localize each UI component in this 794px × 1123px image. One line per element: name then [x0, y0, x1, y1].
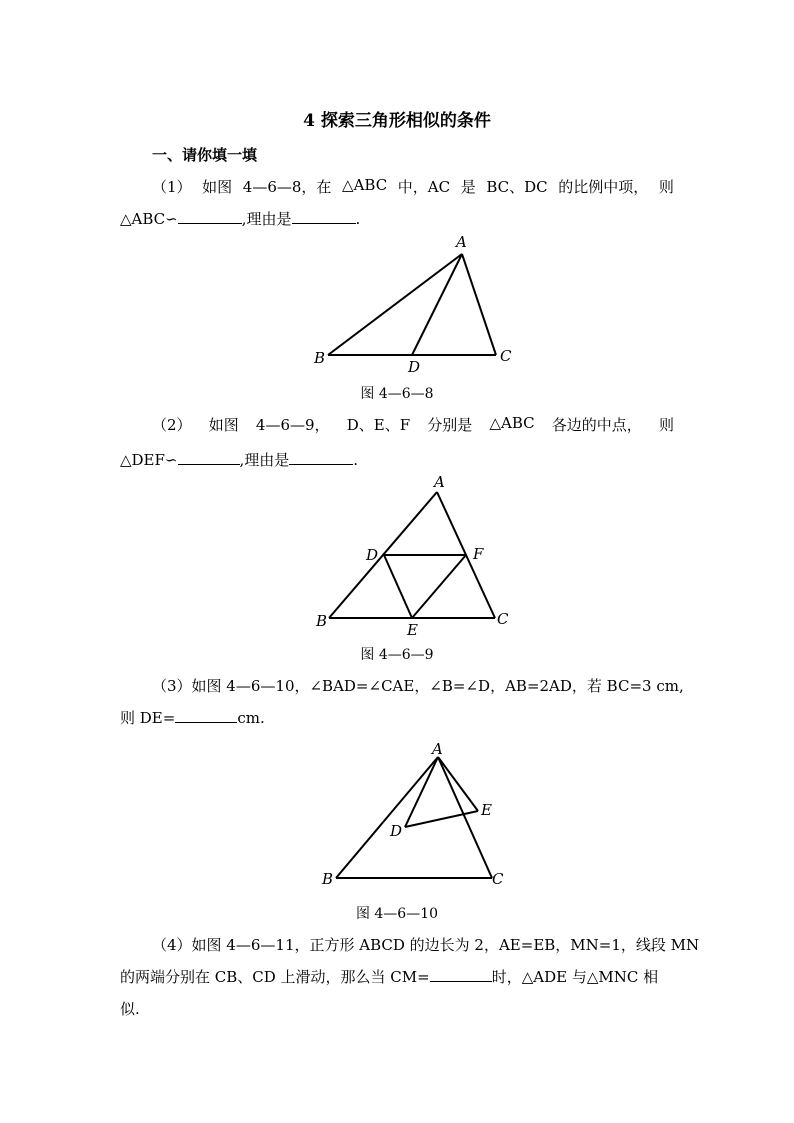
label-e: E [481, 801, 492, 819]
segment-ac [462, 254, 496, 355]
q1-text: 4—6—8，在 [242, 178, 332, 196]
segment-ad [412, 254, 462, 355]
q2-text: D、E、F [346, 416, 411, 434]
q2-text: 4—6—9， [255, 416, 330, 434]
q1-text: ,理由是 [241, 210, 292, 228]
figure-4-6-9 [300, 470, 530, 640]
answer-blank[interactable] [430, 967, 492, 982]
q2-text: 分别是 [427, 416, 473, 434]
q1-text: △ABC [342, 176, 388, 194]
segment-de [405, 811, 478, 827]
q1-text: 中，AC [397, 178, 451, 196]
q4-text: 时，△ADE 与△MNC 相 [491, 968, 659, 986]
label-d: D [366, 546, 379, 564]
segment-ab [336, 757, 438, 878]
figure-4-6-10 [310, 735, 520, 895]
answer-blank[interactable] [178, 450, 240, 465]
q1-text: 的比例中项， [558, 178, 649, 196]
q2-text: . [353, 451, 359, 469]
answer-blank[interactable] [292, 209, 356, 224]
answer-blank[interactable] [178, 209, 242, 224]
label-d: D [408, 358, 421, 376]
label-d: D [390, 822, 403, 840]
segment-de [384, 555, 412, 618]
q1-text: BC、DC [486, 178, 548, 196]
segment-ad [405, 757, 438, 827]
q1-text: . [355, 210, 361, 228]
q4-line1: （4）如图 4—6—11，正方形 ABCD 的边长为 2，AE=EB，MN=1，线段 MN [152, 936, 700, 954]
answer-blank[interactable] [289, 450, 353, 465]
q1-text: △ABC∽ [120, 210, 178, 228]
figure-caption: 图 4—6—8 [360, 386, 434, 402]
figure-4-6-8 [300, 230, 530, 380]
q2-line1 [152, 414, 674, 435]
q2-text: 如图 [208, 416, 239, 434]
q1-text: 则 [658, 178, 674, 196]
q1-text: 如图 [202, 178, 233, 196]
page-title: 4 探索三角形相似的条件 [303, 111, 491, 131]
q1-text: 是 [460, 178, 476, 196]
label-c: C [492, 870, 504, 888]
q4-line3: 似. [120, 1000, 140, 1018]
q1-line1 [152, 176, 674, 197]
label-b: B [322, 870, 334, 888]
q2-text: 各边的中点， [551, 416, 642, 434]
q1-line2 [120, 208, 360, 229]
label-c: C [500, 347, 512, 365]
q3-line2 [120, 707, 265, 728]
q3-text: cm. [237, 709, 265, 727]
q4-text: 的两端分别在 CB、CD 上滑动，那么当 CM= [120, 968, 430, 986]
q2-text: 则 [658, 416, 674, 434]
q2-line2 [120, 449, 358, 470]
label-a: A [456, 233, 467, 251]
q3-text: 则 DE= [120, 709, 176, 727]
label-a: A [432, 740, 443, 758]
segment-fe [412, 555, 466, 618]
label-e: E [407, 621, 418, 639]
q3-line1: （3）如图 4—6—10，∠BAD=∠CAE，∠B=∠D，AB=2AD，若 BC=3 cm, [152, 677, 684, 695]
label-f: F [473, 545, 484, 563]
figure-caption: 图 4—6—10 [355, 906, 439, 922]
q2-text: △ABC [489, 414, 535, 432]
label-c: C [497, 610, 509, 628]
label-b: B [316, 612, 328, 630]
label-b: B [314, 349, 326, 367]
q2-text: △DEF∽ [120, 451, 178, 469]
q2-text: ,理由是 [239, 451, 290, 469]
q4-line2 [120, 966, 658, 987]
segment-ab [328, 254, 462, 355]
label-a: A [434, 473, 445, 491]
section-heading: 一、请你填一填 [152, 146, 258, 164]
q2-text: （2） [152, 416, 192, 434]
answer-blank[interactable] [175, 708, 237, 723]
figure-caption: 图 4—6—9 [360, 647, 434, 663]
q1-text: （1） [152, 178, 192, 196]
